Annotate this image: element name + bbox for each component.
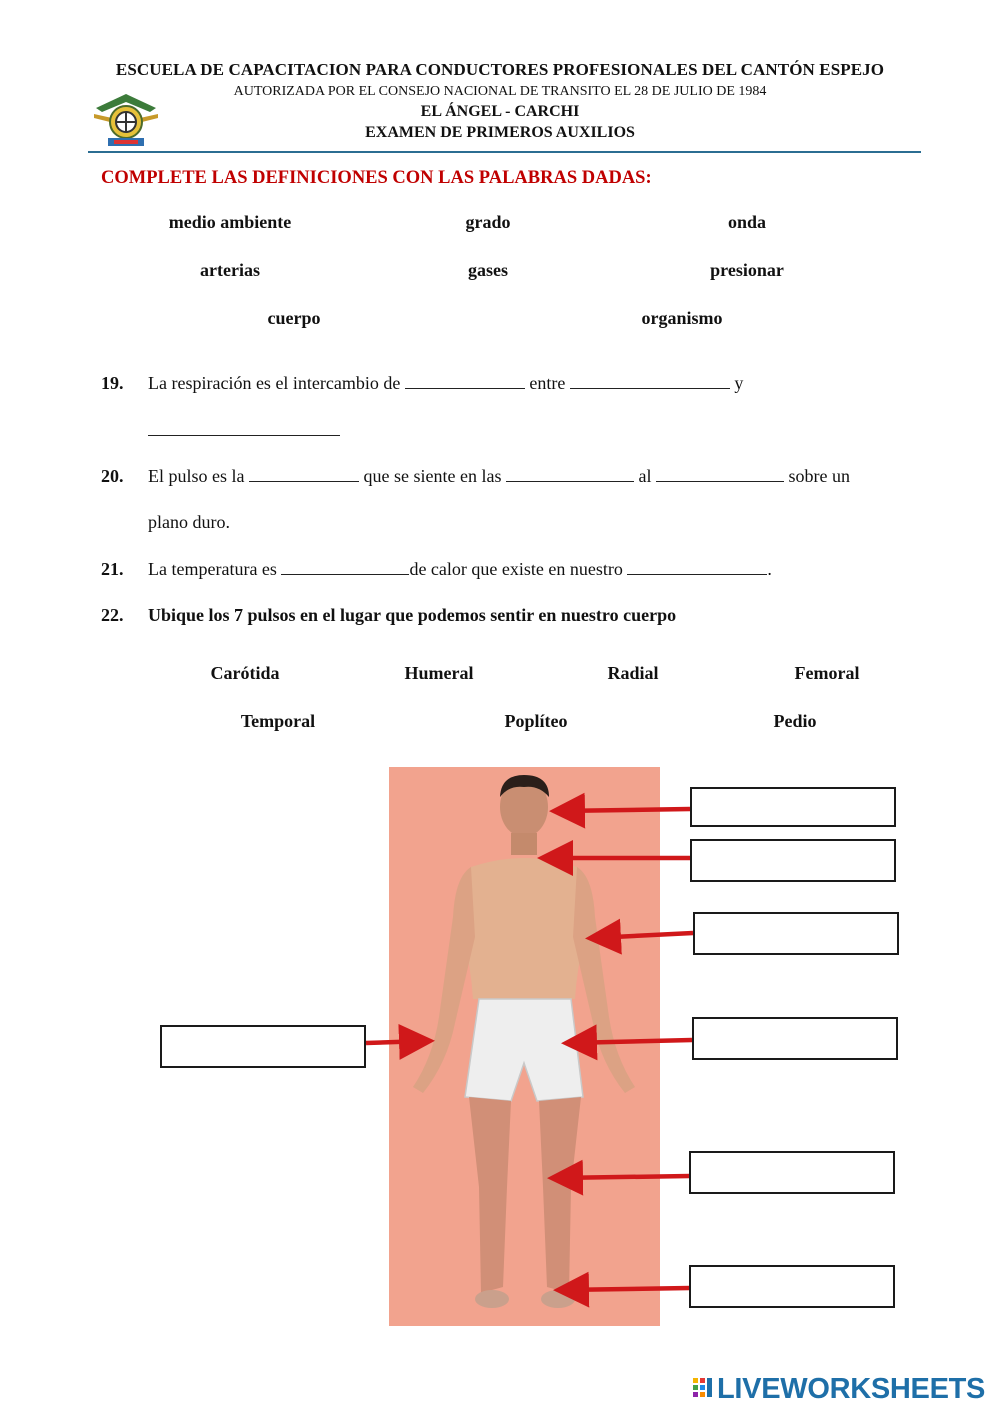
- pulse-label-box[interactable]: [690, 839, 896, 882]
- word-bank-item: cuerpo: [267, 308, 321, 328]
- pulse-label-box[interactable]: [160, 1025, 366, 1068]
- header-rule: [88, 151, 921, 153]
- brand-text: LIVEWORKSHEETS: [717, 1372, 986, 1405]
- question-number: 22.: [101, 605, 124, 625]
- question-text: que se siente en las: [363, 466, 502, 486]
- question-19-text: [148, 373, 743, 394]
- pulse-label-box[interactable]: [689, 1265, 895, 1308]
- question-text: y: [734, 373, 744, 393]
- answer-blank[interactable]: [656, 467, 784, 482]
- pulse-label-box[interactable]: [690, 787, 896, 827]
- question-text: El pulso es la: [148, 466, 245, 486]
- question-text: de calor que existe en nuestro: [409, 559, 623, 579]
- question-20-line-2: plano duro.: [148, 512, 230, 532]
- location-line: EL ÁNGEL - CARCHI: [420, 103, 580, 120]
- liveworksheets-logo-icon: [693, 1378, 713, 1400]
- answer-blank[interactable]: [281, 560, 409, 575]
- pulse-label-box[interactable]: [693, 912, 899, 955]
- word-bank-item: presionar: [710, 260, 784, 280]
- word-bank-item: organismo: [641, 308, 723, 328]
- word-bank-item: medio ambiente: [168, 212, 292, 232]
- answer-blank[interactable]: [405, 374, 525, 389]
- word-bank-item: gases: [468, 260, 508, 280]
- answer-blank[interactable]: [627, 560, 767, 575]
- question-number: 19.: [101, 373, 124, 393]
- question-text: al: [638, 466, 652, 486]
- school-name: ESCUELA DE CAPACITACION PARA CONDUCTORES PROFESIONALES DEL CANTÓN ESPEJO: [115, 60, 885, 79]
- word-bank-item: arterias: [200, 260, 260, 280]
- pulse-word: Temporal: [240, 711, 316, 731]
- word-bank-item: onda: [727, 212, 767, 232]
- question-text: La respiración es el intercambio de: [148, 373, 401, 393]
- liveworksheets-brand: [693, 1374, 985, 1404]
- pulse-word: Femoral: [794, 663, 860, 683]
- question-20-text: [148, 466, 850, 487]
- question-21-text: [148, 559, 772, 580]
- question-22-text: Ubique los 7 pulsos en el lugar que podemos sentir en nuestro cuerpo: [148, 605, 677, 625]
- word-bank-item: grado: [465, 212, 511, 232]
- pulse-word: Carótida: [210, 663, 280, 683]
- instruction: COMPLETE LAS DEFINICIONES CON LAS PALABRAS DADAS:: [101, 168, 652, 188]
- pulse-label-box[interactable]: [692, 1017, 898, 1060]
- question-text: sobre un: [788, 466, 850, 486]
- pulse-word: Humeral: [404, 663, 474, 683]
- pulse-label-box[interactable]: [689, 1151, 895, 1194]
- question-19-line-2: [148, 420, 340, 441]
- answer-blank[interactable]: [570, 374, 730, 389]
- authorization-line: AUTORIZADA POR EL CONSEJO NACIONAL DE TRANSITO EL 28 DE JULIO DE 1984: [233, 84, 767, 99]
- school-logo: [92, 88, 160, 150]
- pulse-word: Poplíteo: [504, 711, 568, 731]
- question-number: 20.: [101, 466, 124, 486]
- answer-blank[interactable]: [506, 467, 634, 482]
- question-text: La temperatura es: [148, 559, 277, 579]
- body-figure-image: [389, 767, 660, 1326]
- pulse-word: Pedio: [773, 711, 817, 731]
- question-number: 21.: [101, 559, 124, 579]
- exam-title: EXAMEN DE PRIMEROS AUXILIOS: [365, 124, 635, 141]
- answer-blank[interactable]: [148, 421, 340, 436]
- answer-blank[interactable]: [249, 467, 359, 482]
- question-text: .: [767, 559, 772, 579]
- question-text: entre: [529, 373, 566, 393]
- pulse-word: Radial: [607, 663, 659, 683]
